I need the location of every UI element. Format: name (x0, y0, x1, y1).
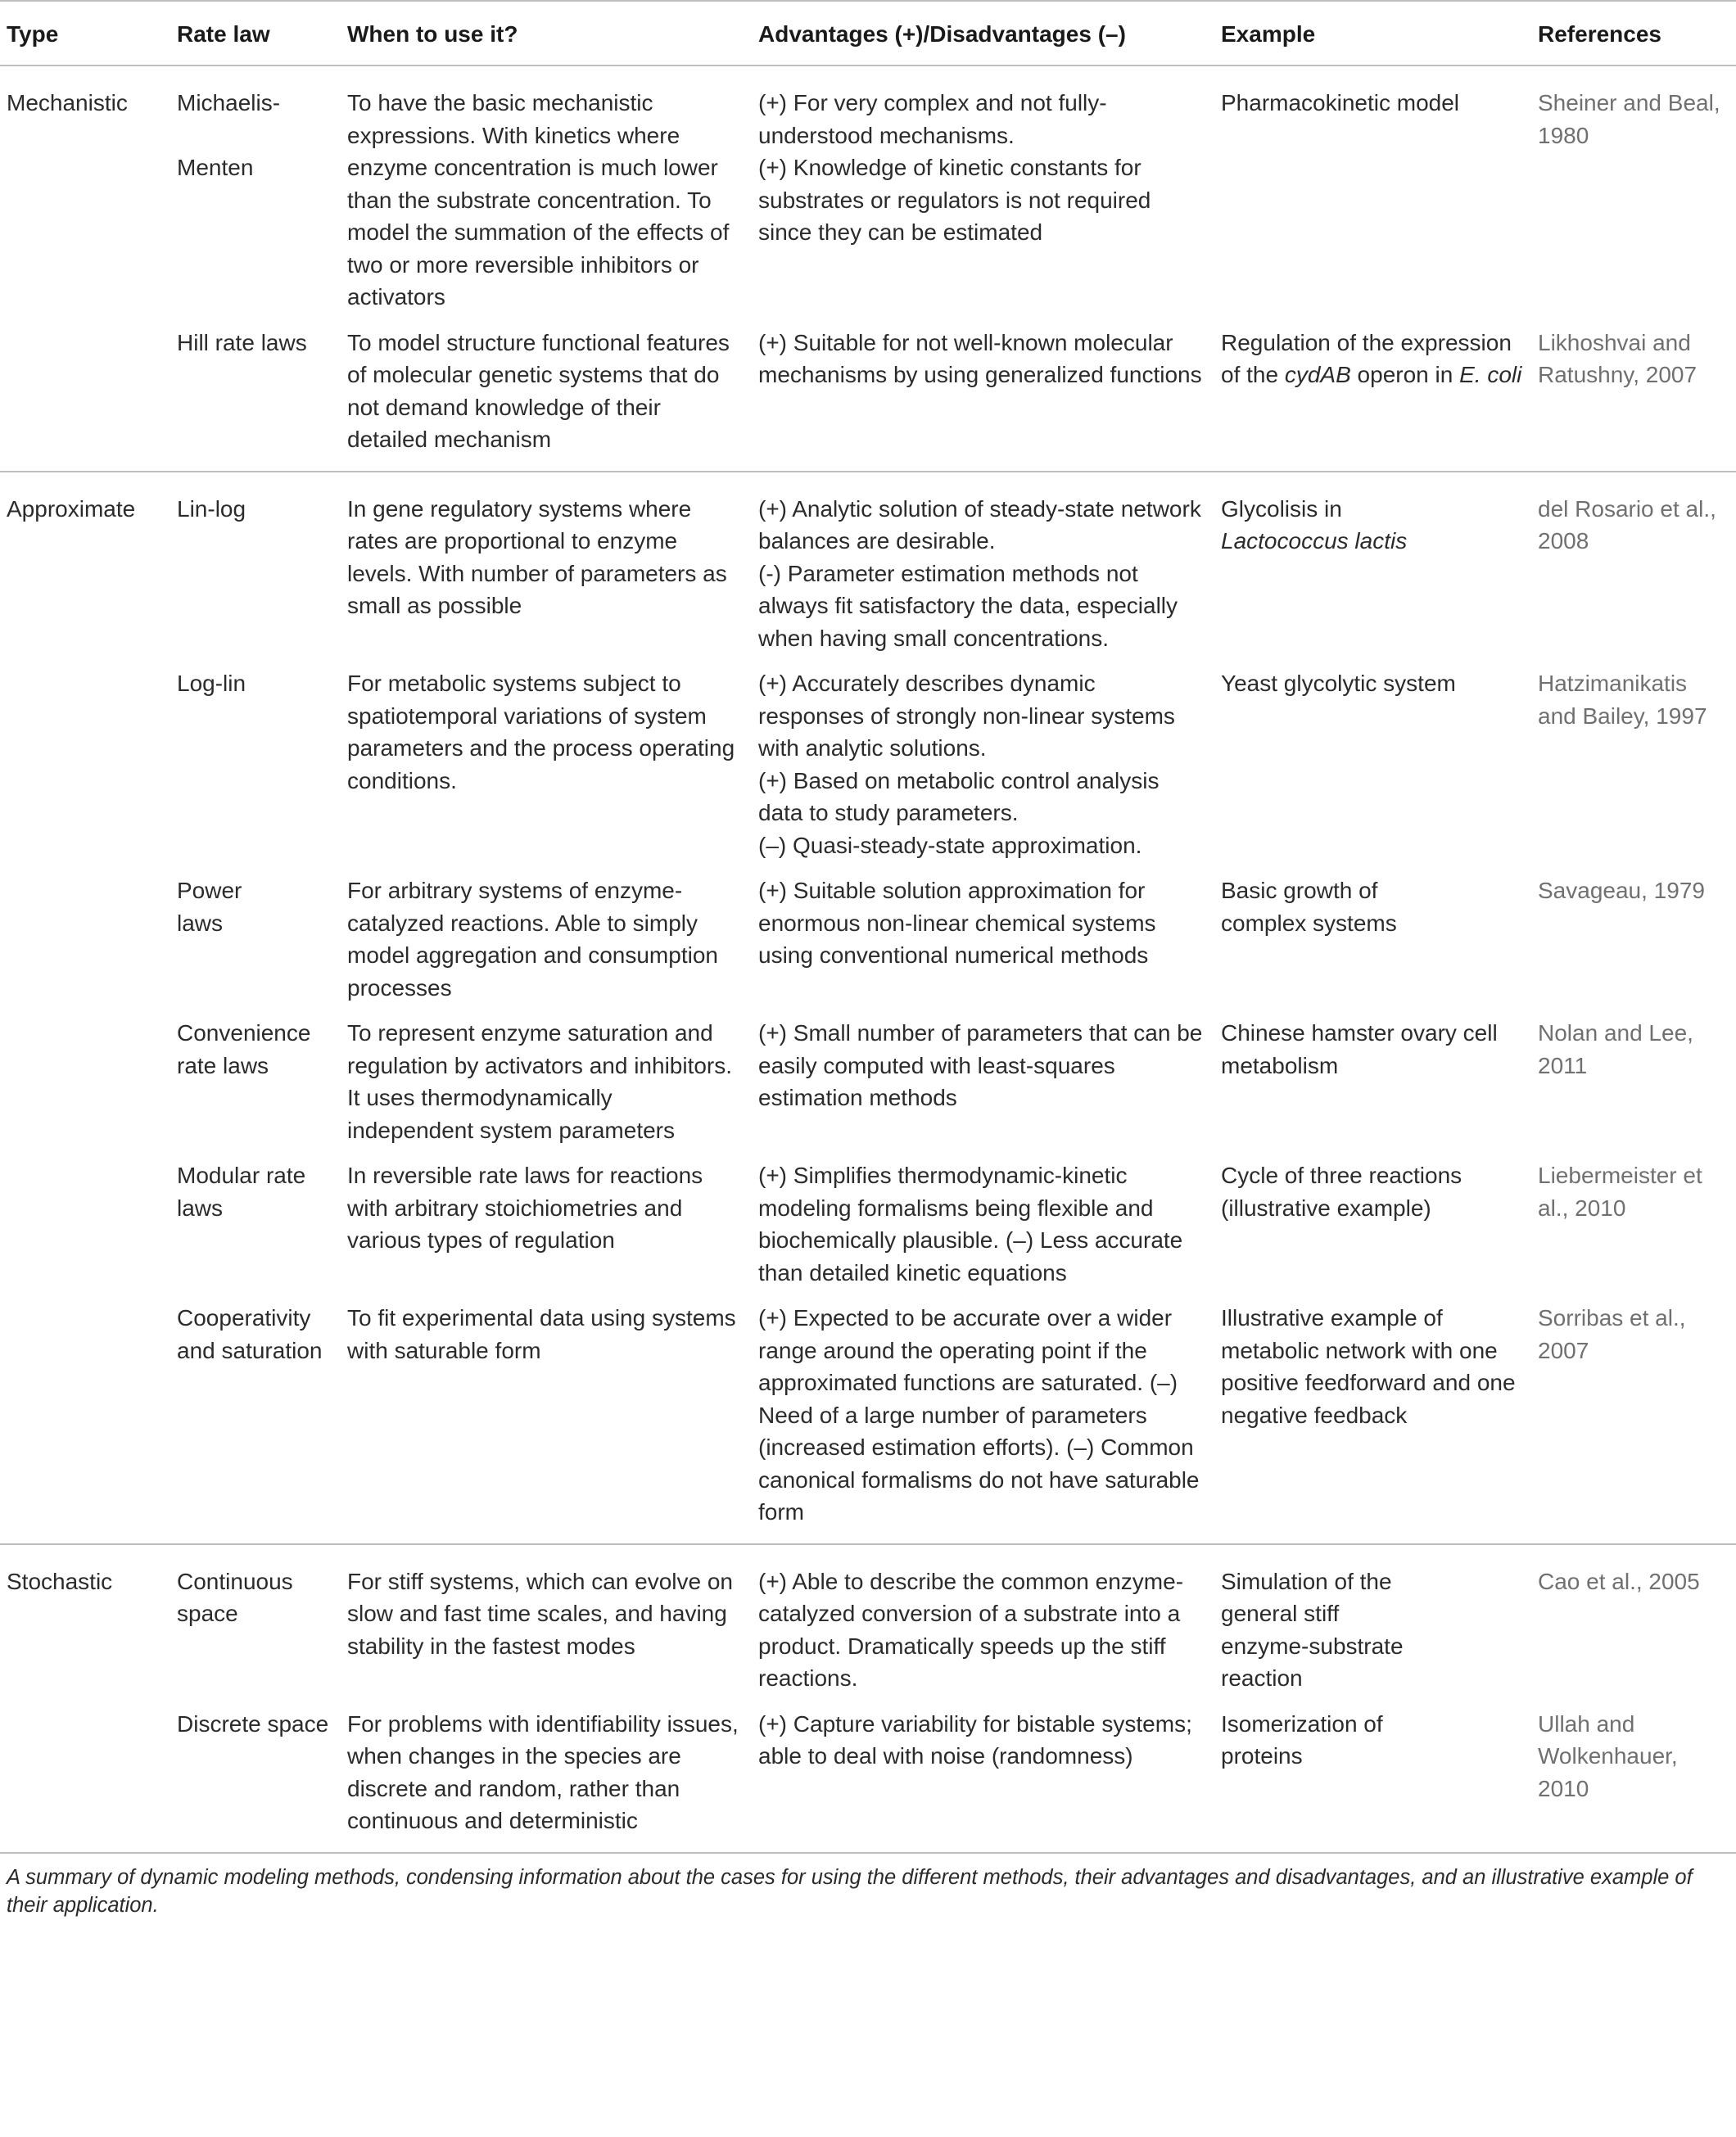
cell-rate-law: Discrete space (170, 1701, 341, 1853)
header-row (0, 1, 1736, 66)
table-row (0, 1010, 1736, 1153)
cell-advantages: (+) Suitable for not well-known molecular mechanisms by using generalized functions (752, 320, 1214, 472)
cell-when: In gene regulatory systems where rates are proportional to enzyme levels. With number of parameters as small as possible (347, 495, 727, 618)
header-when: When to use it? (341, 1, 752, 66)
cell-rate-law: Convenience rate laws (177, 1020, 311, 1078)
cell-advantages: (+) Capture variability for bistable systems; able to deal with noise (randomness) (752, 1701, 1214, 1853)
cell-when: To fit experimental data using systems with saturable form (341, 1295, 752, 1544)
cell-type (0, 868, 170, 1010)
table-row (0, 1544, 1736, 1701)
header-references: References (1531, 1, 1736, 66)
cell-rate-law: Log-lin (177, 671, 246, 696)
example-text-b: operon in (1350, 362, 1460, 387)
rate-law-part2: Menten (177, 155, 254, 180)
table-row (0, 1153, 1736, 1295)
table-body (0, 66, 1736, 1853)
header-rate-law: Rate law (170, 1, 341, 66)
rate-law-part1: Michaelis- (177, 90, 281, 115)
table-row (0, 661, 1736, 868)
header-type: Type (0, 1, 170, 66)
cell-type (0, 1010, 170, 1153)
cell-type (0, 1295, 170, 1544)
cell-advantages: (+) Simplifies thermodynamic-kinetic modeling formalisms being flexible and biochemically plausible. (–) Less accurate than detailed kinetic equations (758, 1163, 1183, 1285)
cell-rate-law: Hill rate laws (170, 320, 341, 472)
table-row (0, 1295, 1736, 1544)
cell-advantages: (+) Suitable solution approximation for enormous non-linear chemical systems using conventional numerical methods (758, 878, 1156, 968)
table-row (0, 320, 1736, 472)
header-example: Example (1214, 1, 1531, 66)
example-text-a: Regulation of the expression of the (1221, 329, 1512, 387)
cell-reference: Hatzimanikatis and Bailey, 1997 (1538, 671, 1707, 729)
cell-example: Cycle of three reactions (illustrative example) (1221, 1163, 1462, 1221)
table-header (0, 1, 1736, 66)
cell-advantages: (+) Small number of parameters that can be easily computed with least-squares estimation methods (758, 1020, 1203, 1110)
cell-reference: Savageau, 1979 (1538, 878, 1705, 903)
cell-example: Yeast glycolytic system (1221, 671, 1456, 696)
cell-reference: Sorribas et al., 2007 (1531, 1295, 1736, 1544)
cell-example (1214, 472, 1531, 662)
table-row (0, 1701, 1736, 1853)
example-gene-name: cydAB (1284, 362, 1351, 387)
table-row (0, 66, 1736, 320)
cell-type (0, 661, 170, 868)
cell-example: Isomerization of proteins (1214, 1701, 1531, 1853)
cell-rate-law (170, 66, 341, 320)
cell-type: Mechanistic (7, 90, 128, 115)
cell-example: Simulation of the general stiff enzyme-substrate reaction (1221, 1568, 1404, 1691)
cell-rate-law: Cooperativity and saturation (170, 1295, 341, 1544)
cell-example: Pharmacokinetic model (1221, 90, 1460, 115)
cell-when: To represent enzyme saturation and regulation by activators and inhibitors. It uses thermodynamically independent system parameters (347, 1020, 733, 1143)
cell-type (0, 1701, 170, 1853)
cell-when: To model structure functional features of molecular genetic systems that do not demand knowledge of their detailed mechanism (341, 320, 752, 472)
example-organism: Lactococcus lactis (1221, 528, 1408, 553)
table-caption: A summary of dynamic modeling methods, condensing information about the cases for using the different methods, their advantages and disadvantages, and an illustrative example of their application. (7, 1865, 1693, 1917)
cell-reference: Cao et al., 2005 (1538, 1568, 1700, 1594)
table-row (0, 868, 1736, 1010)
cell-advantages: (+) Able to describe the common enzyme-catalyzed conversion of a substrate into a product. Dramatically speeds up the stiff reactions. (758, 1568, 1184, 1691)
cell-advantages: (+) Expected to be accurate over a wider range around the operating point if the approximated functions are saturated. (–) Need of a large number of parameters (increased estimation efforts). (–) Common canonical formalisms do not have saturable form (752, 1295, 1214, 1544)
cell-reference: Likhoshvai and Ratushny, 2007 (1531, 320, 1736, 472)
header-advantages: Advantages (+)/Disadvantages (–) (752, 1, 1214, 66)
cell-when: For arbitrary systems of enzyme-catalyzed reactions. Able to simply model aggregation and consumption processes (347, 878, 718, 1001)
cell-reference: Liebermeister et al., 2010 (1538, 1163, 1702, 1221)
cell-reference: Nolan and Lee, 2011 (1538, 1020, 1693, 1078)
cell-when: For stiff systems, which can evolve on slow and fast time scales, and having stability in the fastest modes (347, 1568, 733, 1659)
cell-rate-law: Power laws (177, 878, 242, 936)
cell-when: For problems with identifiability issues, when changes in the species are discrete and random, rather than continuous and deterministic (341, 1701, 752, 1853)
cell-when: To have the basic mechanistic expressions. With kinetics where enzyme concentration is much lower than the substrate concentration. To model the summation of the effects of two or more reversible inhibitors or activators (347, 90, 730, 309)
cell-example: Illustrative example of metabolic network with one positive feedforward and one negative feedback (1214, 1295, 1531, 1544)
cell-advantages: (+) Analytic solution of steady-state network balances are desirable. (-) Parameter estimation methods not always fit satisfactory the data, especially when having small concentrations. (758, 495, 1201, 651)
cell-reference: Ullah and Wolkenhauer, 2010 (1531, 1701, 1736, 1853)
example-text-a: Glycolisis in (1221, 495, 1342, 522)
cell-rate-law: Continuous space (177, 1568, 293, 1626)
cell-example (1214, 320, 1531, 472)
cell-reference: Sheiner and Beal, 1980 (1538, 90, 1720, 148)
cell-type (0, 320, 170, 472)
table-row (0, 472, 1736, 662)
cell-type: Approximate (7, 495, 136, 522)
cell-reference: del Rosario et al., 2008 (1538, 495, 1716, 553)
cell-type: Stochastic (7, 1568, 113, 1594)
cell-example: Chinese hamster ovary cell metabolism (1221, 1020, 1498, 1078)
cell-rate-law: Modular rate laws (177, 1163, 306, 1221)
cell-advantages: (+) Accurately describes dynamic responses of strongly non-linear systems with analytic solutions. (+) Based on metabolic control analysis data to study parameters. (–) Quasi-steady-state approximation. (758, 671, 1175, 858)
cell-example: Basic growth of complex systems (1221, 878, 1397, 936)
cell-advantages: (+) For very complex and not fully-understood mechanisms. (+) Knowledge of kinetic constants for substrates or regulators is not required since they can be estimated (758, 90, 1151, 245)
cell-rate-law: Lin-log (177, 495, 246, 522)
cell-type (0, 1153, 170, 1295)
cell-when: For metabolic systems subject to spatiotemporal variations of system parameters and the process operating conditions. (347, 671, 735, 793)
cell-when: In reversible rate laws for reactions with arbitrary stoichiometries and various types of regulation (347, 1163, 703, 1253)
example-organism: E. coli (1459, 362, 1522, 387)
